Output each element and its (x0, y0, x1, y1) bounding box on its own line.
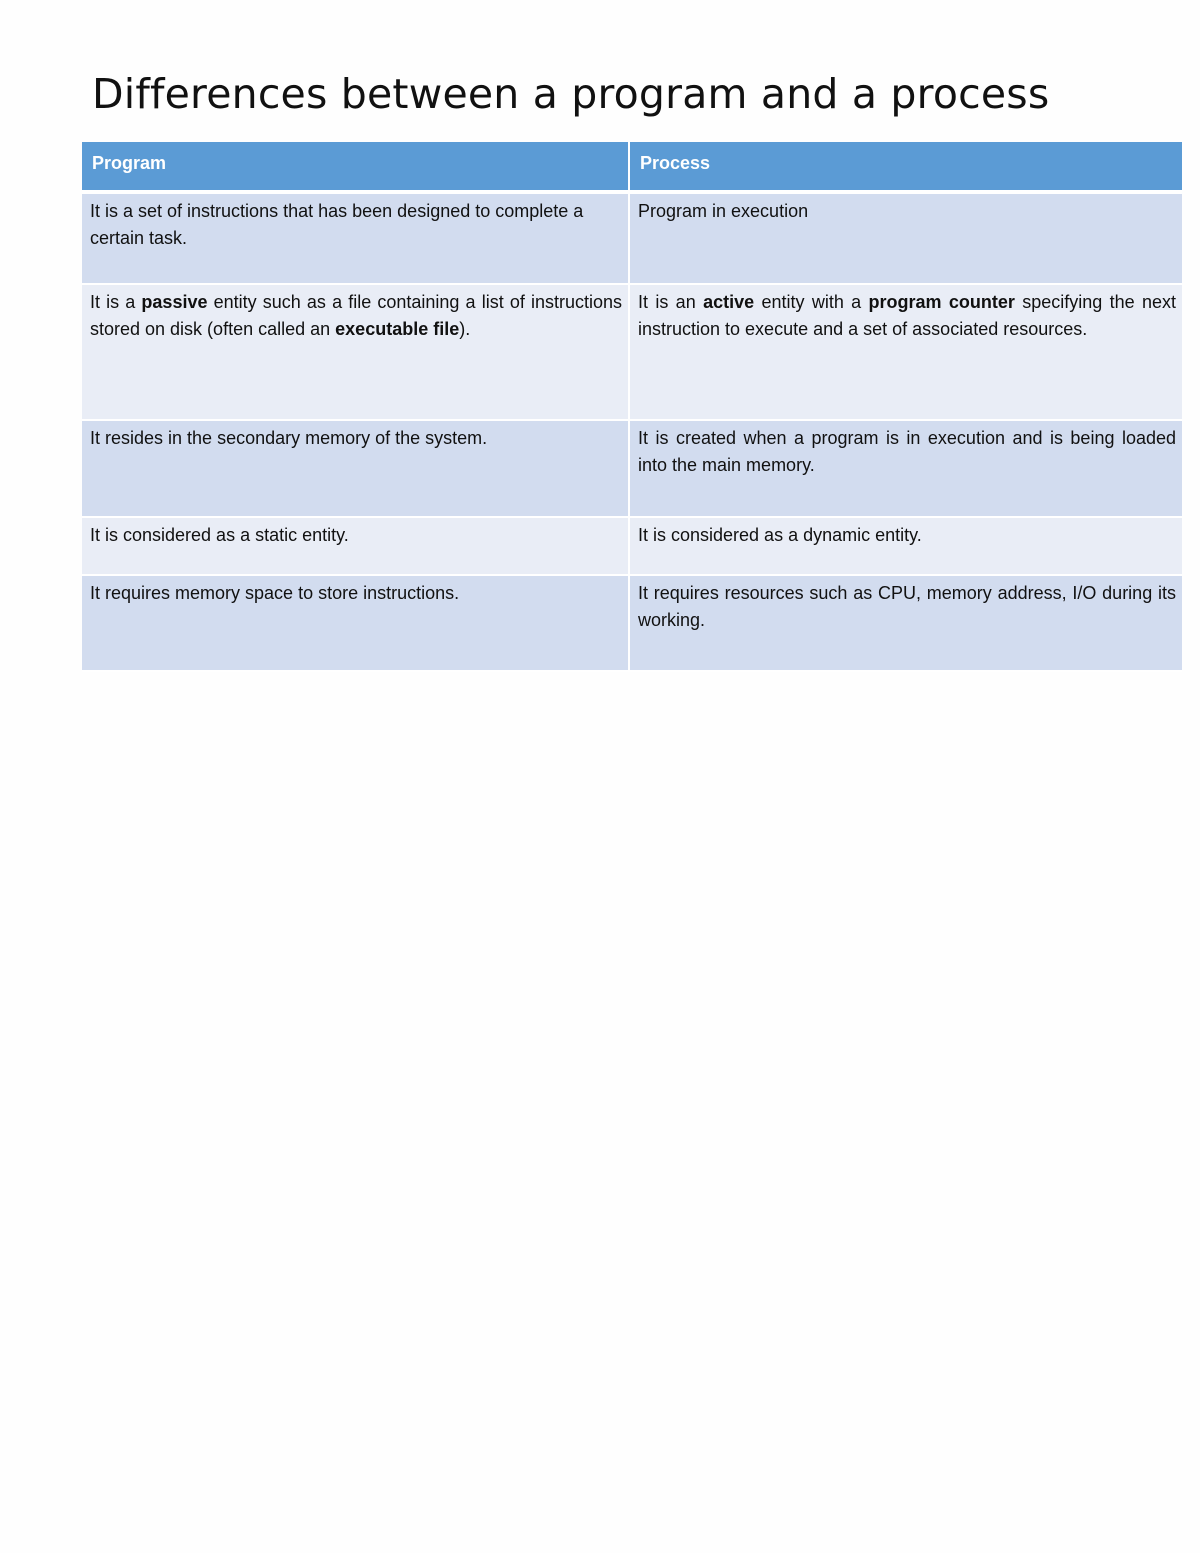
column-header-program: Program (82, 142, 629, 192)
cell-bold-text: executable file (335, 319, 460, 339)
table-row (82, 517, 1182, 575)
program-cell: It resides in the secondary memory of the system. (82, 420, 629, 517)
table-row (82, 420, 1182, 517)
process-cell: Program in execution (629, 192, 1182, 284)
cell-text: It is an (638, 292, 704, 312)
page-title: Differences between a program and a process (92, 70, 1050, 118)
table-row (82, 575, 1182, 671)
cell-bold-text: passive (141, 292, 208, 312)
process-cell: It is created when a program is in execution and is being loaded into the main memory. (629, 420, 1182, 517)
cell-text: entity with a (754, 292, 869, 312)
column-header-process: Process (629, 142, 1182, 192)
table-row (82, 192, 1182, 284)
cell-text: It is a (90, 292, 142, 312)
program-cell: It is a set of instructions that has been designed to complete a certain task. (82, 192, 629, 284)
process-cell: It requires resources such as CPU, memory address, I/O during its working. (629, 575, 1182, 671)
cell-bold-text: program counter (868, 292, 1015, 312)
table-header-row (82, 142, 1182, 192)
cell-text: ). (459, 319, 471, 339)
cell-text: specifying the next instruction to execute and a set of associated resources. (638, 292, 1177, 339)
comparison-table (82, 142, 1182, 672)
process-cell: It is considered as a dynamic entity. (629, 517, 1182, 575)
program-cell (82, 284, 629, 420)
program-cell: It is considered as a static entity. (82, 517, 629, 575)
process-cell (629, 284, 1182, 420)
program-cell: It requires memory space to store instructions. (82, 575, 629, 671)
cell-bold-text: active (703, 292, 755, 312)
cell-text: entity such as a file containing a list of instructions stored on disk (often called an (90, 292, 623, 339)
table-row (82, 284, 1182, 420)
